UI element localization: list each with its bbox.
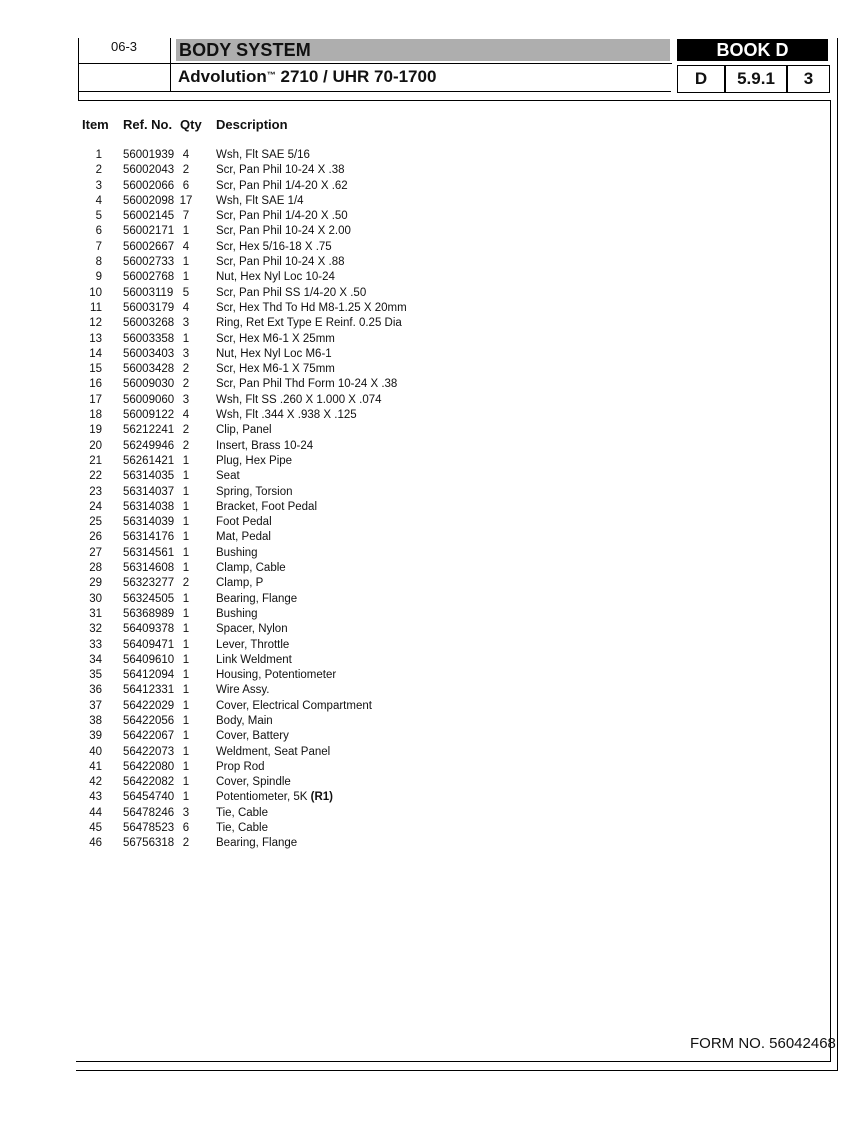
col-header-ref: Ref. No.	[123, 117, 173, 132]
cell-page: 3	[787, 65, 830, 93]
quantity: 1	[182, 485, 190, 498]
section-code: 06-3	[110, 39, 138, 54]
quantity: 4	[182, 301, 190, 314]
item-number: 35	[89, 669, 102, 682]
quantity: 17	[179, 194, 193, 207]
subtitle-suffix: 2710 / UHR 70-1700	[275, 67, 437, 86]
quantity: 2	[182, 837, 190, 850]
ref-number: 56009030	[123, 378, 175, 391]
col-header-item: Item	[82, 117, 109, 132]
description-text: Scr, Pan Phil SS 1/4-20 X .50	[216, 286, 367, 299]
description-text: Bushing	[216, 546, 258, 559]
quantity: 2	[182, 424, 190, 437]
item-number: 31	[89, 607, 102, 620]
description-text: Scr, Pan Phil 1/4-20 X .50	[216, 210, 348, 223]
cell-section: 5.9.1	[725, 65, 787, 93]
content-top-line	[78, 100, 831, 101]
description-text: Scr, Hex M6-1 X 75mm	[216, 363, 335, 376]
quantity: 7	[182, 210, 190, 223]
description-text: Wire Assy.	[216, 684, 270, 697]
item-number: 32	[89, 623, 102, 636]
item-number: 34	[89, 653, 102, 666]
header-right-line	[837, 38, 838, 100]
book-label: BOOK D	[677, 39, 828, 61]
frame-bottom-line	[78, 91, 671, 92]
description-text: Housing, Potentiometer	[216, 669, 337, 682]
item-number: 24	[89, 500, 102, 513]
description-text: Scr, Hex M6-1 X 25mm	[216, 332, 335, 345]
frame-mid-line	[78, 63, 672, 64]
item-number: 42	[89, 776, 102, 789]
description-text: Scr, Pan Phil Thd Form 10-24 X .38	[216, 378, 398, 391]
description-text: Nut, Hex Nyl Loc 10-24	[216, 271, 335, 284]
quantity: 2	[182, 363, 190, 376]
description	[216, 454, 292, 469]
description-text: Prop Rod	[216, 760, 265, 773]
ref-number: 56323277	[123, 577, 175, 590]
col-header-description: Description	[216, 117, 288, 132]
quantity: 1	[182, 623, 190, 636]
item-number: 16	[89, 378, 102, 391]
page-subtitle	[178, 66, 436, 88]
ref-number: 56422073	[123, 745, 175, 758]
quantity: 1	[182, 531, 190, 544]
item-number: 13	[89, 332, 102, 345]
item-number: 36	[89, 684, 102, 697]
description	[216, 408, 357, 423]
description	[216, 745, 330, 760]
description-text: Bearing, Flange	[216, 837, 298, 850]
quantity: 1	[182, 714, 190, 727]
ref-number: 56454740	[123, 791, 175, 804]
trademark-mark: ™	[266, 70, 276, 80]
item-number: 3	[95, 179, 102, 192]
content-bottom-line	[76, 1061, 831, 1062]
description-text: Cover, Electrical Compartment	[216, 699, 372, 712]
ref-number: 56412331	[123, 684, 175, 697]
item-number: 7	[95, 240, 102, 253]
description-text: Foot Pedal	[216, 516, 272, 529]
description	[216, 775, 291, 790]
description	[216, 515, 272, 530]
ref-number: 56422080	[123, 760, 175, 773]
quantity: 6	[182, 822, 190, 835]
ref-number: 56409610	[123, 653, 175, 666]
page-bottom-line	[76, 1070, 838, 1071]
description	[216, 653, 292, 668]
quantity: 4	[182, 409, 190, 422]
ref-number: 56314176	[123, 531, 175, 544]
description	[216, 163, 345, 178]
description-text: Bracket, Foot Pedal	[216, 500, 317, 513]
item-number: 43	[89, 791, 102, 804]
description	[216, 806, 268, 821]
item-number: 37	[89, 699, 102, 712]
item-number: 5	[95, 210, 102, 223]
description-text: Tie, Cable	[216, 822, 268, 835]
item-number: 2	[95, 164, 102, 177]
description	[216, 286, 366, 301]
description	[216, 362, 335, 377]
ref-number: 56314039	[123, 516, 175, 529]
description-text: Clamp, P	[216, 577, 264, 590]
description-text: Spring, Torsion	[216, 485, 293, 498]
description	[216, 316, 402, 331]
description-text: Clamp, Cable	[216, 562, 286, 575]
description	[216, 760, 265, 775]
quantity: 1	[182, 669, 190, 682]
description	[216, 209, 348, 224]
item-number: 1	[95, 149, 102, 161]
ref-number: 56002667	[123, 240, 175, 253]
quantity: 3	[182, 347, 190, 360]
quantity: 1	[182, 699, 190, 712]
description-text: Tie, Cable	[216, 806, 268, 819]
description	[216, 668, 336, 683]
description	[216, 347, 332, 362]
description	[216, 683, 269, 698]
description-text: Scr, Hex 5/16-18 X .75	[216, 240, 332, 253]
ref-number: 56002066	[123, 179, 175, 192]
subtitle-prefix: Advolution	[178, 67, 267, 86]
description-text: Weldment, Seat Panel	[216, 745, 331, 758]
quantity: 4	[182, 149, 190, 161]
ref-number: 56003179	[123, 301, 175, 314]
description-text: Body, Main	[216, 714, 273, 727]
description	[216, 423, 272, 438]
description	[216, 638, 289, 653]
description-text: Scr, Hex Thd To Hd M8-1.25 X 20mm	[216, 301, 407, 314]
quantity: 1	[182, 791, 190, 804]
item-number: 20	[89, 439, 102, 452]
ref-number: 56002171	[123, 225, 175, 238]
description	[216, 729, 289, 744]
description-text: Cover, Spindle	[216, 776, 291, 789]
description-text: Link Weldment	[216, 653, 292, 666]
description	[216, 377, 397, 392]
quantity: 1	[182, 745, 190, 758]
ref-number: 56002733	[123, 256, 175, 269]
item-number: 23	[89, 485, 102, 498]
item-number: 45	[89, 822, 102, 835]
item-number: 8	[95, 256, 102, 269]
description-text: Clip, Panel	[216, 424, 272, 437]
quantity: 1	[182, 760, 190, 773]
item-number: 44	[89, 806, 102, 819]
form-number: FORM NO. 56042468	[690, 1035, 836, 1052]
description-text: Plug, Hex Pipe	[216, 454, 293, 467]
ref-number: 56409471	[123, 638, 175, 651]
quantity: 2	[182, 378, 190, 391]
description-text: Lever, Throttle	[216, 638, 290, 651]
ref-number: 56003268	[123, 317, 175, 330]
description	[216, 485, 293, 500]
description-text: Scr, Pan Phil 10-24 X 2.00	[216, 225, 351, 238]
ref-number: 56249946	[123, 439, 175, 452]
description	[216, 469, 240, 484]
description-text: Cover, Battery	[216, 730, 289, 743]
ref-number: 56314608	[123, 562, 175, 575]
ref-number: 56003428	[123, 363, 175, 376]
ref-number: 56422067	[123, 730, 175, 743]
page-title: BODY SYSTEM	[179, 40, 311, 60]
description	[216, 714, 273, 729]
item-number: 25	[89, 516, 102, 529]
item-number: 33	[89, 638, 102, 651]
ref-number: 56002768	[123, 271, 175, 284]
quantity: 1	[182, 562, 190, 575]
description	[216, 255, 345, 270]
description	[216, 546, 258, 561]
description-text: Mat, Pedal	[216, 531, 271, 544]
description	[216, 836, 297, 851]
description	[216, 148, 310, 163]
quantity: 1	[182, 546, 190, 559]
item-number: 9	[95, 271, 102, 284]
item-number: 17	[89, 393, 102, 406]
description	[216, 530, 271, 545]
description	[216, 576, 263, 591]
ref-number: 56412094	[123, 669, 175, 682]
item-number: 15	[89, 363, 102, 376]
item-number: 38	[89, 714, 102, 727]
description	[216, 821, 268, 836]
quantity: 1	[182, 516, 190, 529]
ref-number: 56314037	[123, 485, 175, 498]
description-text: Insert, Brass 10-24	[216, 439, 314, 452]
item-number: 26	[89, 531, 102, 544]
quantity: 2	[182, 164, 190, 177]
ref-number: 56009122	[123, 409, 175, 422]
quantity: 3	[182, 806, 190, 819]
ref-number: 56261421	[123, 454, 175, 467]
item-number: 19	[89, 424, 102, 437]
quantity: 2	[182, 439, 190, 452]
description-text: Wsh, Flt .344 X .938 X .125	[216, 409, 357, 422]
description	[216, 622, 288, 637]
item-number: 39	[89, 730, 102, 743]
description-text: Wsh, Flt SAE 5/16	[216, 149, 310, 161]
item-number: 41	[89, 760, 102, 773]
quantity: 1	[182, 271, 190, 284]
quantity: 2	[182, 577, 190, 590]
description	[216, 301, 407, 316]
quantity: 3	[182, 393, 190, 406]
col-header-qty: Qty	[180, 117, 202, 132]
quantity: 1	[182, 607, 190, 620]
item-number: 46	[89, 837, 102, 850]
cell-d: D	[677, 65, 725, 93]
quantity: 4	[182, 240, 190, 253]
quantity: 1	[182, 638, 190, 651]
ref-number: 56002098	[123, 194, 175, 207]
description	[216, 607, 258, 622]
description-text: Potentiometer, 5K	[216, 791, 308, 804]
ref-number: 56409378	[123, 623, 175, 636]
quantity: 1	[182, 592, 190, 605]
item-number: 40	[89, 745, 102, 758]
item-number: 6	[95, 225, 102, 238]
description-text: Seat	[216, 470, 240, 483]
quantity: 1	[182, 653, 190, 666]
ref-number: 56756318	[123, 837, 175, 850]
ref-number: 56003403	[123, 347, 175, 360]
ref-number: 56314038	[123, 500, 175, 513]
ref-number: 56003119	[123, 286, 174, 299]
description	[216, 179, 348, 194]
quantity: 1	[182, 332, 190, 345]
description	[216, 270, 335, 285]
description	[216, 224, 351, 239]
description	[216, 592, 297, 607]
item-number: 12	[89, 317, 102, 330]
item-number: 22	[89, 470, 102, 483]
item-number: 18	[89, 409, 102, 422]
description	[216, 194, 304, 209]
ref-number: 56478523	[123, 822, 175, 835]
description	[216, 240, 332, 255]
description-text: Ring, Ret Ext Type E Reinf. 0.25 Dia	[216, 317, 402, 330]
quantity: 1	[182, 776, 190, 789]
ref-number: 56368989	[123, 607, 175, 620]
description-text: Scr, Pan Phil 10-24 X .88	[216, 256, 345, 269]
item-number: 10	[89, 286, 102, 299]
description	[216, 790, 333, 805]
description-text: Bearing, Flange	[216, 592, 298, 605]
item-number: 4	[95, 194, 102, 207]
quantity: 6	[182, 179, 190, 192]
ref-number: 56324505	[123, 592, 175, 605]
ref-number: 56422056	[123, 714, 175, 727]
content-right-line	[830, 100, 831, 1062]
description-text: Bushing	[216, 607, 258, 620]
ref-number: 56422029	[123, 699, 175, 712]
description-text: Scr, Pan Phil 1/4-20 X .62	[216, 179, 348, 192]
item-number: 29	[89, 577, 102, 590]
quantity: 1	[182, 684, 190, 697]
item-number: 11	[90, 301, 102, 314]
ref-number: 56009060	[123, 393, 175, 406]
ref-number: 56422082	[123, 776, 175, 789]
quantity: 1	[182, 454, 190, 467]
frame-divider-line	[170, 38, 171, 92]
item-number: 30	[89, 592, 102, 605]
description	[216, 699, 372, 714]
quantity: 1	[182, 500, 190, 513]
ref-number: 56003358	[123, 332, 175, 345]
description-text: Spacer, Nylon	[216, 623, 288, 636]
description	[216, 561, 286, 576]
description-text: Nut, Hex Nyl Loc M6-1	[216, 347, 332, 360]
page-right-line	[837, 100, 838, 1071]
description-text: Wsh, Flt SAE 1/4	[216, 194, 304, 207]
item-number: 14	[89, 347, 102, 360]
description	[216, 393, 382, 408]
ref-number: 56002145	[123, 210, 175, 223]
description	[216, 500, 317, 515]
quantity: 1	[182, 470, 190, 483]
description-text: Scr, Pan Phil 10-24 X .38	[216, 164, 345, 177]
quantity: 1	[182, 256, 190, 269]
quantity: 1	[182, 730, 190, 743]
ref-number: 56478246	[123, 806, 175, 819]
description-text: Wsh, Flt SS .260 X 1.000 X .074	[216, 393, 382, 406]
quantity: 3	[182, 317, 190, 330]
quantity: 1	[182, 225, 190, 238]
item-number: 27	[89, 546, 102, 559]
ref-number: 56001939	[123, 149, 175, 161]
ref-number: 56314561	[123, 546, 175, 559]
description-bold-code: (R1)	[310, 791, 333, 804]
ref-number: 56314035	[123, 470, 175, 483]
ref-number: 56212241	[123, 424, 175, 437]
description	[216, 439, 313, 454]
quantity: 5	[182, 286, 190, 299]
description	[216, 332, 335, 347]
item-number: 28	[89, 562, 102, 575]
ref-number: 56002043	[123, 164, 175, 177]
item-number: 21	[89, 454, 102, 467]
